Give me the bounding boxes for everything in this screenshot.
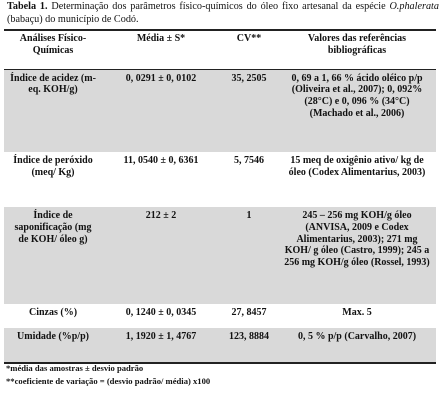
cell-analysis: Cinzas (%) (28, 307, 78, 318)
table-row (4, 207, 436, 304)
header-references: Valores das referências bibliográficas (278, 30, 436, 69)
cell-mean-sd: 0, 1240 ± 0, 0345 (125, 307, 197, 318)
table-row (4, 152, 436, 207)
cell-references: 15 meq de oxigênio ativo/ kg de óleo (Codex Alimentarius, 2003) (288, 155, 426, 178)
cell-analysis: Índice de peróxido (meq/ Kg) (13, 155, 93, 178)
caption-label: Tabela 1. (7, 1, 48, 12)
cell-cv: 27, 8457 (231, 307, 267, 318)
cell-cv: 123, 8884 (220, 328, 278, 363)
table-header-row (4, 30, 436, 69)
cell-mean-sd: 1, 1920 ± 1, 4767 (102, 328, 220, 363)
cell-analysis: Índice de acidez (m-eq. KOH/g) (4, 69, 102, 152)
footnote-cv: **coeficiente de variação = (desvio padrão/ média) x100 (6, 375, 211, 386)
header-mean-sd: Média ± S* (102, 30, 220, 69)
header-analyses: Análises Físico-Químicas (4, 30, 102, 69)
table-footnotes (6, 362, 210, 387)
footnote-mean-sd: *média das amostras ± desvio padrão (6, 363, 144, 373)
caption-text: Determinação dos parâmetros físico-químicos do óleo fixo artesanal da espécie (47, 1, 390, 12)
cell-cv: 5, 7546 (234, 155, 264, 166)
table-caption (7, 1, 439, 26)
cell-mean-sd: 11, 0540 ± 0, 6361 (123, 155, 199, 166)
table-row (4, 304, 436, 328)
header-cv: CV** (220, 30, 278, 69)
table-row (4, 69, 436, 152)
cell-cv: 1 (220, 207, 278, 304)
results-table (4, 29, 436, 364)
cell-analysis: Índice de saponificação (mg de KOH/ óleo g) (4, 207, 102, 304)
cell-references: Max. 5 (342, 307, 372, 318)
cell-cv: 35, 2505 (220, 69, 278, 152)
cell-references: 0, 5 % p/p (Carvalho, 2007) (278, 328, 436, 363)
caption-text-end: (babaçu) do município de Codó. (7, 13, 139, 25)
table-row (4, 328, 436, 363)
cell-references: 245 – 256 mg KOH/g óleo (ANVISA, 2009 e Codex Alimentarius, 2003); 271 mg KOH/ g óleo (Castro, 1999); 245 a 256 mg KOH/g óleo (Rossel, 1993) (278, 207, 436, 304)
cell-analysis: Umidade (%p/p) (4, 328, 102, 363)
caption-species: O.phalerata (389, 1, 439, 12)
cell-mean-sd: 212 ± 2 (102, 207, 220, 304)
cell-references: 0, 69 a 1, 66 % ácido oléico p/p (Oliveira et al., 2007); 0, 092% (28°C) e 0, 096 % (34°C) (Machado et al., 2006) (278, 69, 436, 152)
cell-mean-sd: 0, 0291 ± 0, 0102 (102, 69, 220, 152)
